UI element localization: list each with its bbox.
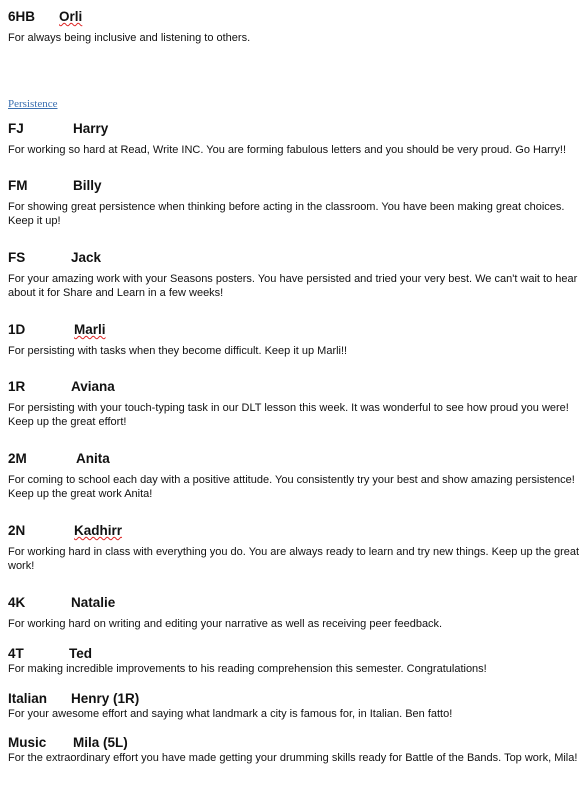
award-message: For the extraordinary effort you have made getting your drumming skills ready for Battle of the Bands. Top work, Mila!	[8, 752, 578, 764]
award-message: For working hard on writing and editing your narrative as well as receiving peer feedback.	[8, 618, 443, 630]
award-message: For your amazing work with your Seasons posters. You have persisted and tried your very best. We can't wait to hear about it for Share and Learn in a few weeks!	[8, 273, 578, 299]
award-message: For working hard in class with everything you do. You are always ready to learn and try new things. Keep up the great work!	[8, 546, 580, 572]
award-message: For your awesome effort and saying what landmark a city is famous for, in Italian. Ben fatto!	[8, 708, 453, 720]
student-name: Jack	[71, 250, 102, 265]
student-name: Anita	[76, 451, 110, 466]
class-code: 6HB	[8, 9, 36, 24]
student-name: Natalie	[71, 595, 116, 610]
award-message: For making incredible improvements to his reading comprehension this semester. Congratulations!	[8, 663, 487, 675]
student-name: Kadhirr	[74, 523, 123, 538]
class-code: 4K	[8, 595, 26, 610]
student-name: Orli	[59, 9, 83, 24]
class-code: 1D	[8, 322, 26, 337]
class-code: Italian	[8, 691, 48, 706]
class-code: Music	[8, 735, 47, 750]
class-code: FM	[8, 178, 28, 193]
student-name: Marli	[74, 322, 106, 337]
class-code: 1R	[8, 379, 26, 394]
student-name: Harry	[73, 121, 109, 136]
class-code: 2M	[8, 451, 27, 466]
class-code: 4T	[8, 646, 24, 661]
student-name: Henry (1R)	[71, 691, 140, 706]
award-message: For always being inclusive and listening to others.	[8, 32, 251, 44]
award-message: For persisting with tasks when they become difficult. Keep it up Marli!!	[8, 345, 348, 357]
class-code: FJ	[8, 121, 24, 136]
award-message: For working so hard at Read, Write INC. You are forming fabulous letters and you should be very proud. Go Harry!!	[8, 144, 567, 156]
student-name: Billy	[73, 178, 102, 193]
award-message: For persisting with your touch-typing task in our DLT lesson this week. It was wonderful to see how proud you were! Keep up the great effort!	[8, 402, 569, 428]
student-name: Aviana	[71, 379, 115, 394]
student-name: Ted	[69, 646, 92, 661]
class-code: FS	[8, 250, 26, 265]
section-heading-link[interactable]: Persistence	[8, 98, 58, 110]
class-code: 2N	[8, 523, 26, 538]
award-message: For coming to school each day with a positive attitude. You consistently try your best and show amazing persistence! Keep up the great work Anita!	[8, 474, 575, 500]
award-message: For showing great persistence when thinking before acting in the classroom. You have been making great choices. Keep it up!	[8, 201, 565, 227]
student-name: Mila (5L)	[73, 735, 128, 750]
